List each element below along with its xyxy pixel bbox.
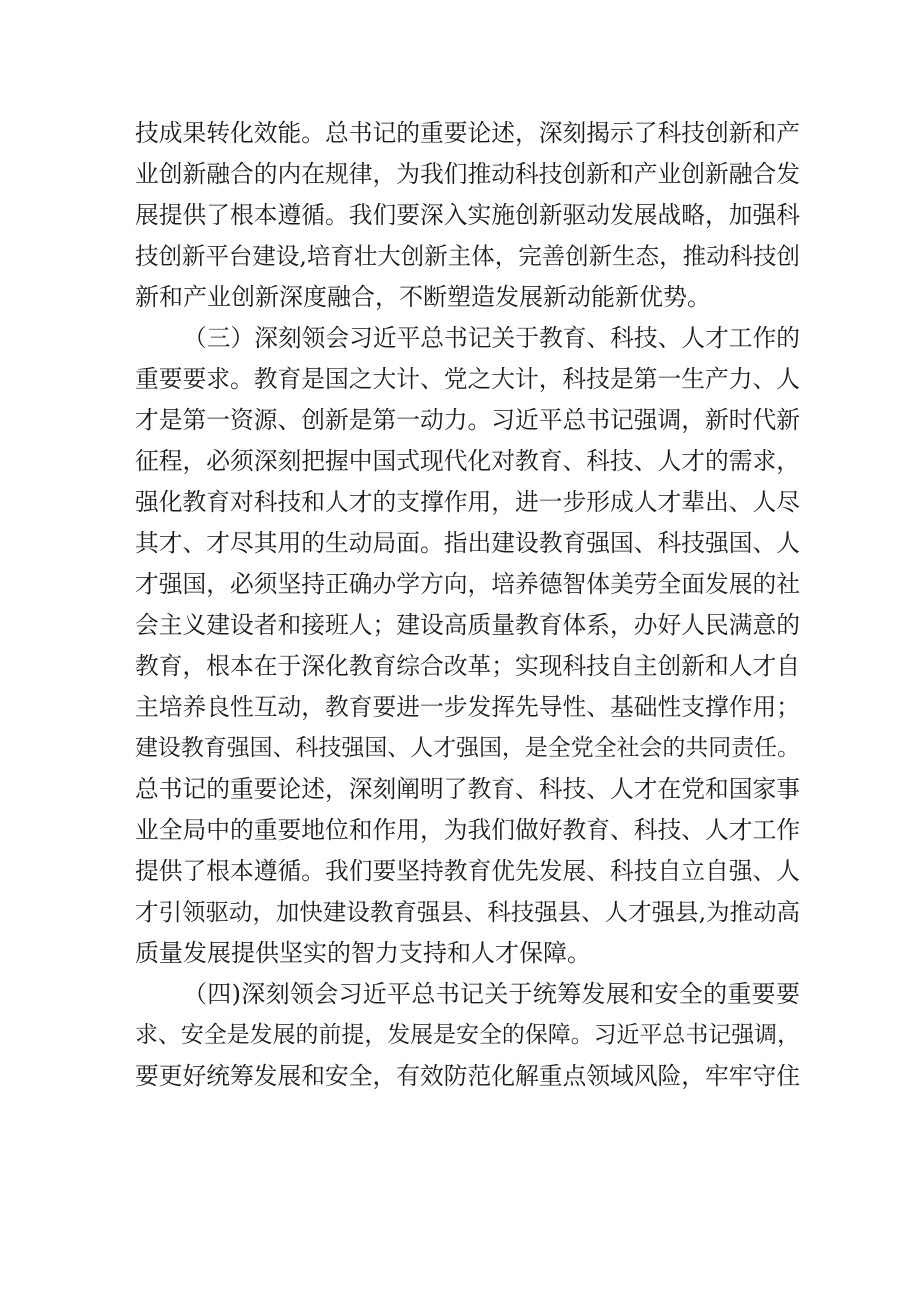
text-line: 技成果转化效能。总书记的重要论述，深刻揭示了科技创新和产 — [135, 119, 801, 147]
paragraph-1 — [135, 113, 800, 318]
text-line: 提供了根本遵循。我们要坚持教育优先发展、科技自立自强、人 — [135, 857, 801, 885]
text-line: 展提供了根本遵循。我们要深入实施创新驱动发展战略，加强科 — [135, 201, 801, 229]
text-line: 建设教育强国、科技强国、人才强国，是全党全社会的共同责任。 — [135, 735, 800, 761]
text-line: 技创新平台建设,培育壮大创新主体，完善创新生态，推动科技创 — [135, 242, 800, 270]
text-line: 质量发展提供坚实的智力支持和人才保障。 — [135, 939, 591, 967]
text-line: 主培养良性互动，教育要进一步发挥先导性、基础性支撑作用； — [135, 693, 801, 721]
text-line: 才引领驱动，加快建设教育强县、科技强县、人才强县,为推动高 — [135, 898, 800, 926]
text-line: 业全局中的重要地位和作用，为我们做好教育、科技、人才工作 — [135, 816, 801, 844]
text-line: 重要要求。教育是国之大计、党之大计，科技是第一生产力、人 — [135, 365, 801, 393]
text-line: 会主义建设者和接班人；建设高质量教育体系，办好人民满意的 — [135, 611, 801, 639]
document-body — [135, 113, 800, 1097]
text-line: 强化教育对科技和人才的支撑作用，进一步形成人才辈出、人尽 — [135, 488, 801, 516]
text-line: 其才、才尽其用的生动局面。指出建设教育强国、科技强国、人 — [135, 529, 801, 557]
text-line: 业创新融合的内在规律，为我们推动科技创新和产业创新融合发 — [135, 160, 801, 188]
text-line: 教育，根本在于深化教育综合改革；实现科技自主创新和人才自 — [135, 652, 801, 680]
paragraph-2 — [135, 318, 800, 974]
text-line: 才强国，必须坚持正确办学方向，培养德智体美劳全面发展的社 — [135, 570, 801, 598]
text-line: 要更好统筹发展和安全，有效防范化解重点领域风险，牢牢守住 — [135, 1062, 801, 1090]
text-line: 求、安全是发展的前提，发展是安全的保障。习近平总书记强调， — [135, 1022, 800, 1048]
text-line: 征程，必须深刻把握中国式现代化对教育、科技、人才的需求， — [135, 447, 801, 475]
text-line: 总书记的重要论述，深刻阐明了教育、科技、人才在党和国家事 — [135, 775, 801, 803]
text-line: 新和产业创新深度融合，不断塑造发展新动能新优势。 — [135, 283, 711, 311]
text-line: 才是第一资源、创新是第一动力。习近平总书记强调，新时代新 — [135, 406, 801, 434]
text-line: （三）深刻领会习近平总书记关于教育、科技、人才工作的 — [183, 324, 800, 352]
paragraph-3 — [135, 974, 800, 1097]
text-line: （四)深刻领会习近平总书记关于统筹发展和安全的重要要 — [183, 980, 800, 1008]
